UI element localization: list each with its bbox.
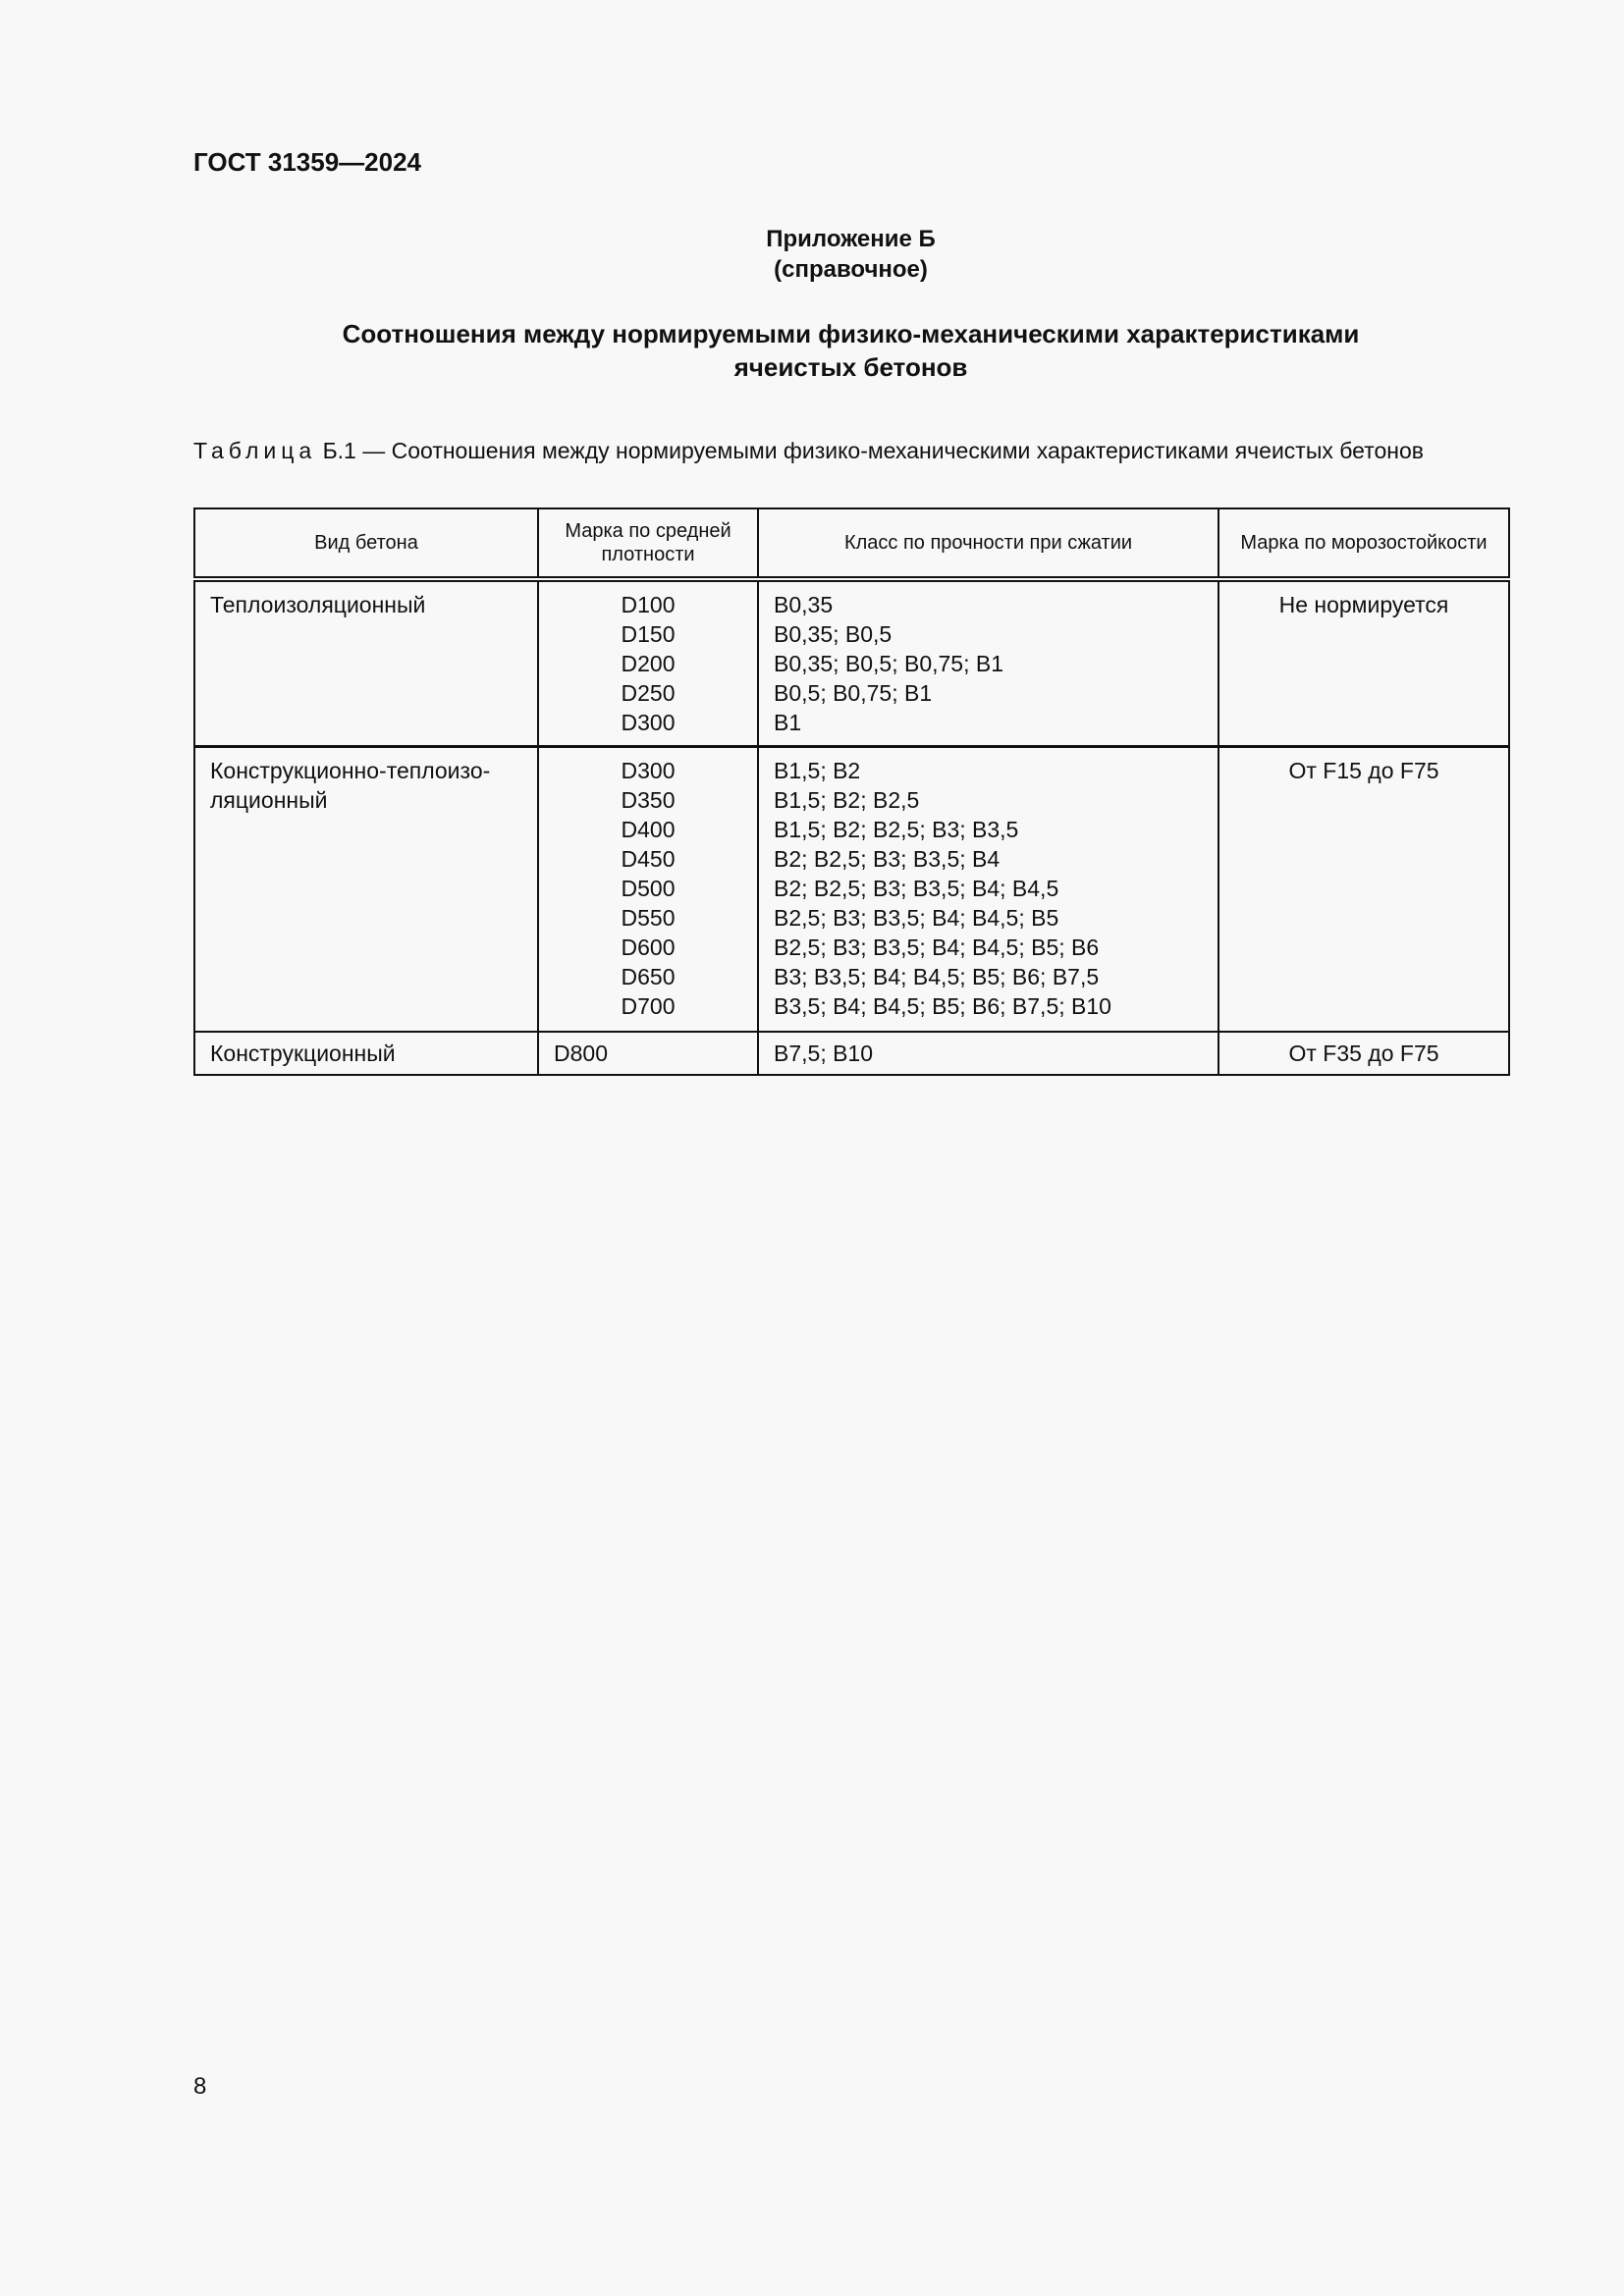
- density-value: D250: [621, 680, 676, 706]
- strength-value: B0,5; B0,75; B1: [774, 680, 933, 706]
- density-value: D500: [621, 876, 676, 901]
- cell-strength: [758, 747, 1218, 1033]
- strength-value: B2; B2,5; B3; B3,5; B4; B4,5: [774, 876, 1059, 901]
- table-row: [194, 1032, 1509, 1075]
- table-caption: [193, 436, 1508, 465]
- strength-value: B1,5; B2: [774, 758, 861, 783]
- strength-value: B2,5; B3; B3,5; B4; B4,5; B5: [774, 905, 1059, 931]
- strength-value: B0,35; B0,5: [774, 621, 893, 647]
- type-value: Конструкционный: [210, 1041, 396, 1066]
- column-header: Марка по морозостойкости: [1218, 508, 1509, 579]
- strength-value: B3,5; B4; B4,5; B5; B6; B7,5; B10: [774, 993, 1111, 1019]
- cell-density: [538, 747, 758, 1033]
- concrete-table: [193, 507, 1510, 1076]
- table-row: [194, 747, 1509, 1033]
- type-value: Теплоизоляционный: [210, 592, 426, 617]
- column-header: Класс по прочности при сжатии: [758, 508, 1218, 579]
- table-header-row: [194, 508, 1509, 579]
- cell-density: [538, 579, 758, 747]
- appendix-subtitle: (справочное): [774, 256, 928, 283]
- cell-density: [538, 1032, 758, 1075]
- type-value: ляционный: [210, 787, 328, 813]
- cell-type: [194, 747, 538, 1033]
- cell-frost: От F35 до F75: [1218, 1032, 1509, 1075]
- caption-text: Б.1 — Соотношения между нормируемыми физико-механическими характеристиками ячеистых бетонов: [316, 438, 1424, 463]
- strength-value: B3; B3,5; B4; B4,5; B5; B6; B7,5: [774, 964, 1100, 989]
- density-value: D800: [554, 1041, 608, 1066]
- column-header: Вид бетона: [194, 508, 538, 579]
- cell-strength: [758, 579, 1218, 747]
- cell-frost: Не нормируется: [1218, 579, 1509, 747]
- section-title: [193, 317, 1508, 384]
- density-value: D600: [621, 934, 676, 960]
- column-header: Марка по средней плотности: [538, 508, 758, 579]
- table-row: [194, 579, 1509, 747]
- density-value: D400: [621, 817, 676, 842]
- page-number: 8: [193, 2073, 207, 2100]
- type-value: Конструкционно-теплоизо-: [210, 758, 491, 783]
- cell-strength: [758, 1032, 1218, 1075]
- strength-value: B0,35: [774, 592, 834, 617]
- cell-type: [194, 1032, 538, 1075]
- density-value: D650: [621, 964, 676, 989]
- cell-type: [194, 579, 538, 747]
- strength-value: B1,5; B2; B2,5: [774, 787, 920, 813]
- section-title-line: Соотношения между нормируемыми физико-механическими характеристиками: [342, 319, 1360, 348]
- density-value: D200: [621, 651, 676, 676]
- cell-frost: От F15 до F75: [1218, 747, 1509, 1033]
- density-value: D100: [621, 592, 676, 617]
- strength-value: B0,35; B0,5; B0,75; B1: [774, 651, 1003, 676]
- strength-value: B2,5; B3; B3,5; B4; B4,5; B5; B6: [774, 934, 1100, 960]
- appendix-title: Приложение Б: [766, 226, 936, 252]
- density-value: D300: [621, 710, 676, 735]
- caption-prefix: Таблица: [193, 438, 317, 463]
- strength-value: B1: [774, 710, 802, 735]
- section-title-line: ячеистых бетонов: [733, 352, 968, 382]
- strength-value: B7,5; B10: [774, 1041, 874, 1066]
- density-value: D300: [621, 758, 676, 783]
- density-value: D350: [621, 787, 676, 813]
- density-value: D150: [621, 621, 676, 647]
- strength-value: B2; B2,5; B3; B3,5; B4: [774, 846, 1001, 872]
- density-value: D700: [621, 993, 676, 1019]
- document-code: ГОСТ 31359—2024: [193, 147, 421, 177]
- strength-value: B1,5; B2; B2,5; B3; B3,5: [774, 817, 1019, 842]
- density-value: D450: [621, 846, 676, 872]
- density-value: D550: [621, 905, 676, 931]
